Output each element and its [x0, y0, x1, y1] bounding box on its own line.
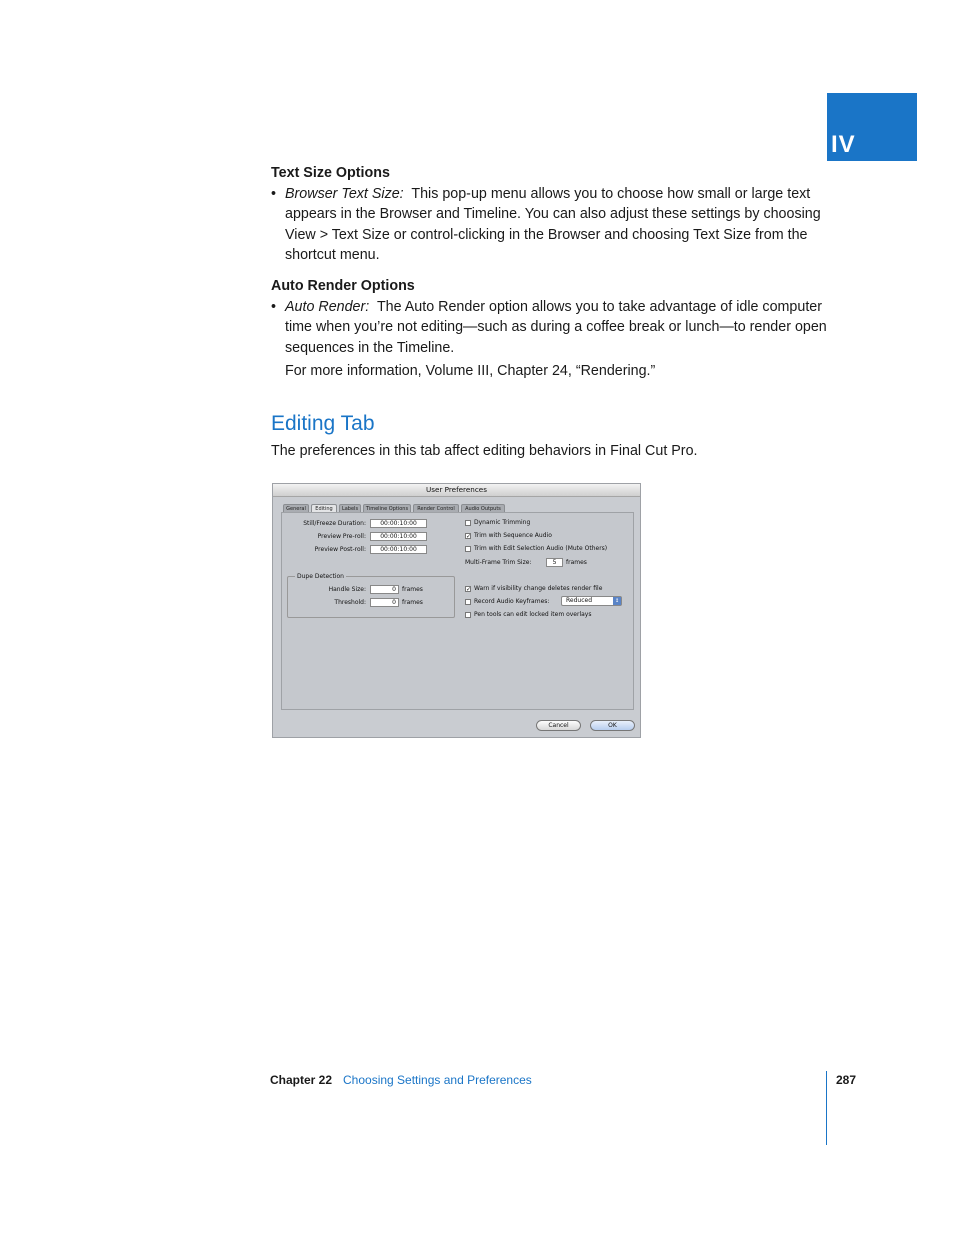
preroll-field[interactable]: 00:00:10:00: [370, 532, 427, 541]
trim-edit-sel-checkbox[interactable]: [465, 546, 471, 552]
tab-labels[interactable]: Labels: [339, 504, 361, 512]
tab-audio-outputs[interactable]: Audio Outputs: [461, 504, 505, 512]
postroll-field[interactable]: 00:00:10:00: [370, 545, 427, 554]
dupe-detection-group: [287, 576, 455, 618]
still-freeze-label: Still/Freeze Duration:: [303, 520, 366, 527]
trim-seq-audio-checkbox[interactable]: ✓: [466, 533, 472, 540]
ok-button[interactable]: OK: [590, 720, 635, 731]
text-size-body: This pop-up menu allows you to choose how small or large text appears in the Browser and Timeline. You can also adjust these settings by choosing View > Text Size or control-clicking in the Browser and choosing Text Size from the shortcut menu.: [285, 186, 821, 263]
footer-chapter-title: Choosing Settings and Preferences: [343, 1073, 532, 1087]
page-number: 287: [836, 1073, 857, 1087]
handle-size-field[interactable]: 0: [370, 585, 399, 594]
tab-render-control[interactable]: Render Control: [413, 504, 459, 512]
threshold-label: Threshold:: [334, 599, 366, 606]
trim-seq-audio-label: Trim with Sequence Audio: [474, 532, 552, 539]
part-tab: [827, 93, 917, 161]
multiframe-unit: frames: [566, 559, 587, 566]
auto-render-bullet: [271, 297, 837, 358]
auto-render-more: For more information, Volume III, Chapter 24, “Rendering.”: [285, 363, 656, 379]
part-tab-label: IV: [831, 131, 856, 158]
editing-tab-intro: The preferences in this tab affect editing behaviors in Final Cut Pro.: [271, 443, 698, 459]
dupe-detection-label: Dupe Detection: [297, 573, 344, 580]
pen-tools-label: Pen tools can edit locked item overlays: [474, 611, 592, 618]
chevron-updown-icon: ↕: [614, 598, 620, 604]
tab-editing[interactable]: Editing: [311, 504, 337, 512]
record-audio-kf-value: Reduced: [566, 597, 593, 604]
postroll-label: Preview Post-roll:: [314, 546, 366, 553]
record-audio-kf-label: Record Audio Keyframes:: [474, 598, 550, 605]
editing-tab-heading: Editing Tab: [271, 412, 375, 435]
record-audio-kf-checkbox[interactable]: [465, 599, 471, 605]
auto-render-heading: Auto Render Options: [271, 278, 415, 294]
text-size-term: Browser Text Size:: [285, 186, 404, 202]
auto-render-term: Auto Render:: [285, 299, 370, 315]
tab-timeline-options[interactable]: Timeline Options: [363, 504, 411, 512]
pen-tools-checkbox[interactable]: [465, 612, 471, 618]
auto-render-body: The Auto Render option allows you to take advantage of idle computer time when you’re not editing—such as during a coffee break or lunch—to render open sequences in the Timeline.: [285, 299, 827, 356]
text-size-bullet: [271, 184, 837, 265]
editing-pane: [281, 512, 634, 710]
footer-divider: [826, 1071, 827, 1145]
handle-size-unit: frames: [402, 586, 423, 593]
warn-visibility-label: Warn if visibility change deletes render file: [474, 585, 603, 592]
dynamic-trimming-checkbox[interactable]: [465, 520, 471, 526]
threshold-field[interactable]: 0: [370, 598, 399, 607]
record-audio-kf-select[interactable]: [561, 596, 622, 606]
text-size-heading: Text Size Options: [271, 165, 390, 181]
user-preferences-dialog: [272, 483, 641, 738]
multiframe-field[interactable]: 5: [546, 558, 563, 567]
footer-chapter: Chapter 22: [270, 1073, 333, 1087]
preroll-label: Preview Pre-roll:: [317, 533, 366, 540]
cancel-button[interactable]: Cancel: [536, 720, 581, 731]
dynamic-trimming-label: Dynamic Trimming: [474, 519, 531, 526]
warn-visibility-checkbox[interactable]: ✓: [466, 586, 472, 593]
handle-size-label: Handle Size:: [328, 586, 366, 593]
threshold-unit: frames: [402, 599, 423, 606]
dialog-title: User Preferences: [273, 484, 640, 497]
trim-edit-sel-label: Trim with Edit Selection Audio (Mute Others): [474, 545, 608, 552]
multiframe-label: Multi-Frame Trim Size:: [465, 559, 532, 566]
tab-general[interactable]: General: [283, 504, 309, 512]
still-freeze-field[interactable]: 00:00:10:00: [370, 519, 427, 528]
